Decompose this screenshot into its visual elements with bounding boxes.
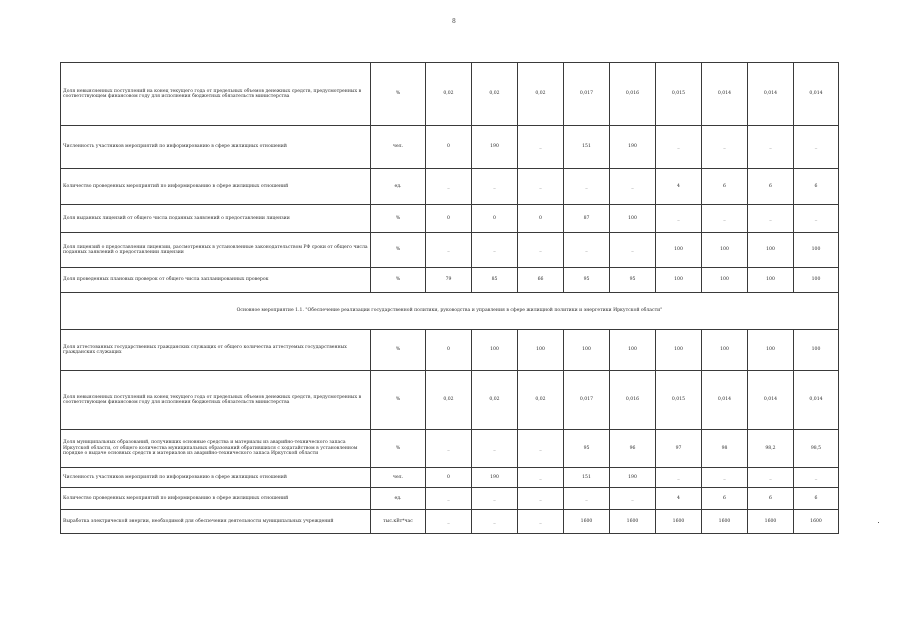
value-cell: _ bbox=[656, 205, 702, 233]
value-cell: 4 bbox=[656, 488, 702, 510]
value-cell: _ bbox=[610, 233, 656, 268]
value-cell: _ bbox=[702, 468, 748, 488]
value-cell: _ bbox=[748, 126, 794, 169]
unit-cell: % bbox=[371, 330, 426, 371]
value-cell: 98,2 bbox=[748, 430, 794, 468]
value-cell: 100 bbox=[702, 233, 748, 268]
value-cell: 0,016 bbox=[610, 371, 656, 430]
unit-cell: % bbox=[371, 430, 426, 468]
indicator-cell: Количество проведенных мероприятий по информированию в сфере жилищных отношений bbox=[61, 488, 371, 510]
value-cell: 0 bbox=[518, 205, 564, 233]
section-title: Основное мероприятие 1.1. "Обеспечение реализации государственной политики, руководства и управления в сфере жилищной политики и энергетики Иркутской области" bbox=[61, 293, 839, 330]
unit-cell: ед. bbox=[371, 169, 426, 205]
value-cell: 100 bbox=[794, 233, 839, 268]
value-cell: _ bbox=[472, 430, 518, 468]
value-cell: 4 bbox=[656, 169, 702, 205]
value-cell: _ bbox=[518, 126, 564, 169]
value-cell: 6 bbox=[702, 169, 748, 205]
value-cell: _ bbox=[656, 468, 702, 488]
value-cell: _ bbox=[426, 510, 472, 534]
value-cell: 0,014 bbox=[702, 371, 748, 430]
value-cell: _ bbox=[564, 233, 610, 268]
value-cell: 100 bbox=[748, 268, 794, 293]
value-cell: 1600 bbox=[702, 510, 748, 534]
value-cell: 98,5 bbox=[794, 430, 839, 468]
table-row bbox=[61, 233, 839, 268]
value-cell: 0,016 bbox=[610, 63, 656, 126]
value-cell: _ bbox=[702, 205, 748, 233]
value-cell: 1600 bbox=[748, 510, 794, 534]
value-cell: 0,02 bbox=[426, 63, 472, 126]
table-row bbox=[61, 510, 839, 534]
value-cell: 190 bbox=[472, 468, 518, 488]
value-cell: _ bbox=[426, 488, 472, 510]
unit-cell: тыс.кВт*час bbox=[371, 510, 426, 534]
value-cell: 0,02 bbox=[518, 63, 564, 126]
value-cell: 100 bbox=[702, 268, 748, 293]
value-cell: 100 bbox=[702, 330, 748, 371]
value-cell: _ bbox=[518, 510, 564, 534]
table-row bbox=[61, 205, 839, 233]
value-cell: 0,014 bbox=[794, 371, 839, 430]
value-cell: 100 bbox=[748, 233, 794, 268]
value-cell: 98 bbox=[702, 430, 748, 468]
value-cell: 66 bbox=[518, 268, 564, 293]
value-cell: _ bbox=[564, 169, 610, 205]
indicator-cell: Доля муниципальных образований, получивших основные средства и материалы из аварийно-технического запаса Иркутской области, от общего количества муниципальных образований обратившихся с ходатайством в установленном порядке о выдаче основных средств и материалов из аварийно-технического запаса Иркутской области bbox=[61, 430, 371, 468]
value-cell: 6 bbox=[748, 169, 794, 205]
value-cell: _ bbox=[518, 233, 564, 268]
value-cell: 0,014 bbox=[748, 371, 794, 430]
table-row bbox=[61, 468, 839, 488]
value-cell: 1600 bbox=[564, 510, 610, 534]
value-cell: 0 bbox=[426, 126, 472, 169]
indicator-cell: Доля невыясненных поступлений на конец текущего года от предельных объемов денежных средств, предусмотренных в соответствующем финансовом году для исполнения бюджетных обязательств министерства bbox=[61, 63, 371, 126]
unit-cell: чел. bbox=[371, 126, 426, 169]
indicator-cell: Доля лицензий о предоставлении лицензии, рассмотренных в установленные законодательством РФ сроки от общего числа поданных заявлений о предоставлении лицензии bbox=[61, 233, 371, 268]
value-cell: 100 bbox=[472, 330, 518, 371]
table-row bbox=[61, 169, 839, 205]
value-cell: _ bbox=[472, 233, 518, 268]
value-cell: 0,014 bbox=[748, 63, 794, 126]
value-cell: 79 bbox=[426, 268, 472, 293]
indicator-cell: Доля аттестованных государственных гражданских служащих от общего количества аттестуемых государственных гражданских служащих bbox=[61, 330, 371, 371]
value-cell: 6 bbox=[748, 488, 794, 510]
value-cell: 151 bbox=[564, 126, 610, 169]
value-cell: _ bbox=[426, 233, 472, 268]
page-number: 8 bbox=[452, 18, 456, 25]
value-cell: 190 bbox=[472, 126, 518, 169]
section-row bbox=[61, 293, 839, 330]
value-cell: 0,017 bbox=[564, 63, 610, 126]
value-cell: 100 bbox=[656, 330, 702, 371]
value-cell: _ bbox=[610, 488, 656, 510]
value-cell: 1600 bbox=[656, 510, 702, 534]
value-cell: 100 bbox=[518, 330, 564, 371]
value-cell: _ bbox=[472, 488, 518, 510]
table-row bbox=[61, 488, 839, 510]
table-row bbox=[61, 126, 839, 169]
value-cell: 0,017 bbox=[564, 371, 610, 430]
indicator-cell: Доля проведенных плановых проверок от общего числа запланированных проверок bbox=[61, 268, 371, 293]
value-cell: _ bbox=[472, 169, 518, 205]
indicator-cell: Выработка электрической энергии, необходимой для обеспечения деятельности муниципальных учреждений bbox=[61, 510, 371, 534]
value-cell: 87 bbox=[564, 205, 610, 233]
table-row bbox=[61, 330, 839, 371]
value-cell: _ bbox=[610, 169, 656, 205]
table-row bbox=[61, 63, 839, 126]
value-cell: 95 bbox=[610, 268, 656, 293]
value-cell: 190 bbox=[610, 126, 656, 169]
value-cell: _ bbox=[794, 205, 839, 233]
value-cell: 6 bbox=[702, 488, 748, 510]
value-cell: 0,02 bbox=[426, 371, 472, 430]
margin-mark bbox=[878, 522, 879, 523]
unit-cell: % bbox=[371, 371, 426, 430]
value-cell: 100 bbox=[564, 330, 610, 371]
value-cell: 1600 bbox=[794, 510, 839, 534]
value-cell: _ bbox=[794, 468, 839, 488]
value-cell: 0,02 bbox=[472, 63, 518, 126]
value-cell: 6 bbox=[794, 488, 839, 510]
value-cell: _ bbox=[518, 488, 564, 510]
value-cell: 95 bbox=[564, 430, 610, 468]
value-cell: 100 bbox=[748, 330, 794, 371]
value-cell: _ bbox=[426, 430, 472, 468]
value-cell: 100 bbox=[794, 268, 839, 293]
value-cell: 97 bbox=[656, 430, 702, 468]
value-cell: 0,015 bbox=[656, 63, 702, 126]
value-cell: 100 bbox=[794, 330, 839, 371]
indicator-cell: Численность участников мероприятий по информированию в сфере жилищных отношений bbox=[61, 126, 371, 169]
value-cell: _ bbox=[564, 488, 610, 510]
value-cell: 100 bbox=[610, 205, 656, 233]
indicator-cell: Численность участников мероприятий по информированию в сфере жилищных отношений bbox=[61, 468, 371, 488]
value-cell: _ bbox=[748, 205, 794, 233]
unit-cell: % bbox=[371, 268, 426, 293]
value-cell: 100 bbox=[610, 330, 656, 371]
value-cell: 95 bbox=[564, 268, 610, 293]
value-cell: _ bbox=[518, 169, 564, 205]
value-cell: _ bbox=[518, 430, 564, 468]
value-cell: 85 bbox=[472, 268, 518, 293]
value-cell: _ bbox=[794, 126, 839, 169]
indicator-cell: Доля выданных лицензий от общего числа поданных заявлений о предоставлении лицензии bbox=[61, 205, 371, 233]
value-cell: _ bbox=[472, 510, 518, 534]
value-cell: 0,02 bbox=[518, 371, 564, 430]
table-row bbox=[61, 371, 839, 430]
value-cell: 0,02 bbox=[472, 371, 518, 430]
value-cell: 0 bbox=[426, 330, 472, 371]
value-cell: _ bbox=[518, 468, 564, 488]
value-cell: _ bbox=[748, 468, 794, 488]
value-cell: 100 bbox=[656, 233, 702, 268]
value-cell: 0,015 bbox=[656, 371, 702, 430]
value-cell: 151 bbox=[564, 468, 610, 488]
value-cell: 0 bbox=[472, 205, 518, 233]
value-cell: 0 bbox=[426, 205, 472, 233]
indicator-cell: Доля невыясненных поступлений на конец текущего года от предельных объемов денежных средств, предусмотренных в соответствующем финансовом году для исполнения бюджетных обязательств министерства bbox=[61, 371, 371, 430]
unit-cell: % bbox=[371, 205, 426, 233]
value-cell: 6 bbox=[794, 169, 839, 205]
value-cell: 100 bbox=[656, 268, 702, 293]
value-cell: 1600 bbox=[610, 510, 656, 534]
value-cell: 190 bbox=[610, 468, 656, 488]
table-row bbox=[61, 268, 839, 293]
unit-cell: чел. bbox=[371, 468, 426, 488]
value-cell: 0,014 bbox=[794, 63, 839, 126]
value-cell: _ bbox=[426, 169, 472, 205]
table-row bbox=[61, 430, 839, 468]
value-cell: 0,014 bbox=[702, 63, 748, 126]
indicator-cell: Количество проведенных мероприятий по информированию в сфере жилищных отношений bbox=[61, 169, 371, 205]
unit-cell: ед. bbox=[371, 488, 426, 510]
unit-cell: % bbox=[371, 233, 426, 268]
unit-cell: % bbox=[371, 63, 426, 126]
value-cell: 0 bbox=[426, 468, 472, 488]
indicators-table bbox=[60, 62, 839, 534]
value-cell: 96 bbox=[610, 430, 656, 468]
value-cell: _ bbox=[702, 126, 748, 169]
value-cell: _ bbox=[656, 126, 702, 169]
